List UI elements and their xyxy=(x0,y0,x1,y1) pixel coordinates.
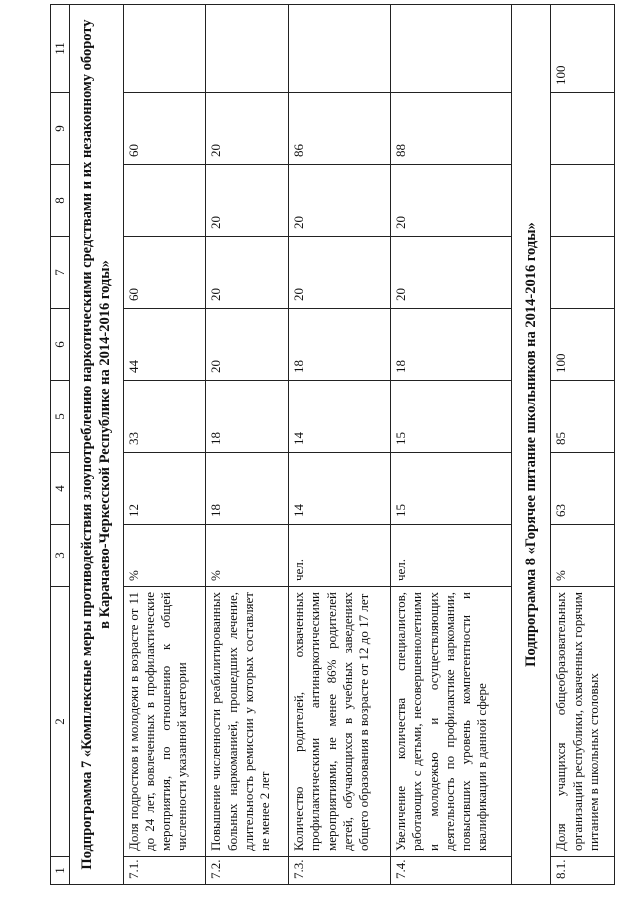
column-number: 11 xyxy=(51,5,70,93)
indicator-description: Доля учащихся общеобразовательных организаций республики, охваченных горячим питанием в школьных столовых xyxy=(551,587,615,857)
document-table-rotated xyxy=(50,19,615,885)
value-col-9: 20 xyxy=(206,93,289,165)
value-col-9: 88 xyxy=(391,93,512,165)
table-row xyxy=(289,5,391,885)
table-row xyxy=(551,5,615,885)
value-col-7 xyxy=(551,237,615,309)
indicators-table xyxy=(50,4,615,885)
value-col-5: 33 xyxy=(123,381,206,453)
column-number: 5 xyxy=(51,381,70,453)
unit: % xyxy=(206,525,289,587)
value-col-4: 14 xyxy=(289,453,391,525)
table-row xyxy=(206,5,289,885)
value-col-7: 60 xyxy=(123,237,206,309)
value-col-5: 14 xyxy=(289,381,391,453)
column-number: 6 xyxy=(51,309,70,381)
value-col-4: 63 xyxy=(551,453,615,525)
table-row xyxy=(123,5,206,885)
subprogram-8-title: Подпрограмма 8 «Горячее питание школьников на 2014-2016 годы» xyxy=(512,5,551,885)
value-col-9: 60 xyxy=(123,93,206,165)
value-col-6: 100 xyxy=(551,309,615,381)
subprogram-7-heading-row xyxy=(70,5,124,885)
indicator-description: Доля подростков и молодежи в возрасте от 11 до 24 лет, вовлеченных в профилактические мероприятия, по отношению к общей численности указанной категории xyxy=(123,587,206,857)
value-col-11 xyxy=(206,5,289,93)
value-col-6: 44 xyxy=(123,309,206,381)
value-col-11 xyxy=(123,5,206,93)
value-col-9: 86 xyxy=(289,93,391,165)
value-col-11: 100 xyxy=(551,5,615,93)
value-col-6: 18 xyxy=(391,309,512,381)
value-col-4: 12 xyxy=(123,453,206,525)
unit: % xyxy=(551,525,615,587)
row-number: 7.4. xyxy=(391,857,512,885)
value-col-8 xyxy=(123,165,206,237)
column-number-row xyxy=(51,5,70,885)
value-col-11 xyxy=(289,5,391,93)
subprogram-8-heading-row xyxy=(512,5,551,885)
table-row xyxy=(391,5,512,885)
value-col-5: 85 xyxy=(551,381,615,453)
value-col-5: 18 xyxy=(206,381,289,453)
value-col-6: 20 xyxy=(206,309,289,381)
value-col-4: 15 xyxy=(391,453,512,525)
column-number: 8 xyxy=(51,165,70,237)
value-col-4: 18 xyxy=(206,453,289,525)
value-col-8: 20 xyxy=(289,165,391,237)
value-col-7: 20 xyxy=(289,237,391,309)
unit: чел. xyxy=(289,525,391,587)
value-col-6: 18 xyxy=(289,309,391,381)
value-col-11 xyxy=(391,5,512,93)
row-number: 7.2. xyxy=(206,857,289,885)
row-number: 8.1. xyxy=(551,857,615,885)
column-number: 4 xyxy=(51,453,70,525)
value-col-8: 20 xyxy=(391,165,512,237)
row-number: 7.1. xyxy=(123,857,206,885)
column-number: 1 xyxy=(51,857,70,885)
subprogram-7-title: Подпрограмма 7 «Комплексные меры противодействия злоупотреблению наркотическими средствами и их незаконному обороту в Карачаево-Черкесской Республике на 2014-2016 годы» xyxy=(70,5,124,885)
row-number: 7.3. xyxy=(289,857,391,885)
unit: % xyxy=(123,525,206,587)
value-col-8 xyxy=(551,165,615,237)
value-col-8: 20 xyxy=(206,165,289,237)
value-col-9 xyxy=(551,93,615,165)
indicator-description: Повышение численности реабилитированных больных наркоманией, прошедших лечение, длительность ремиссии у которых составляет не менее 2 лет xyxy=(206,587,289,857)
value-col-5: 15 xyxy=(391,381,512,453)
value-col-7: 20 xyxy=(391,237,512,309)
column-number: 2 xyxy=(51,587,70,857)
column-number: 7 xyxy=(51,237,70,309)
column-number: 3 xyxy=(51,525,70,587)
value-col-7: 20 xyxy=(206,237,289,309)
indicator-description: Увеличение количества специалистов, работающих с детьми, несовершеннолетними и молодежью и осуществляющих деятельность по профилактике наркомании, повысивших уровень компетентности и квалификации в данной сфере xyxy=(391,587,512,857)
column-number: 9 xyxy=(51,93,70,165)
unit: чел. xyxy=(391,525,512,587)
indicator-description: Количество родителей, охваченных профилактическими антинаркотическими мероприятиями, не менее 86% родителей детей, обучающихся в учебных заведениях общего образования в возрасте от 12 до 17 лет xyxy=(289,587,391,857)
